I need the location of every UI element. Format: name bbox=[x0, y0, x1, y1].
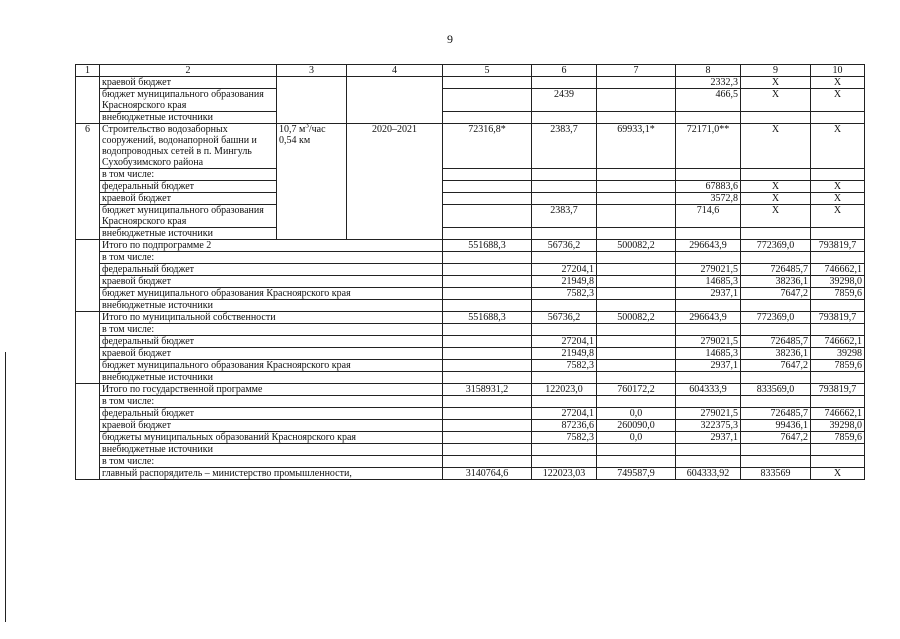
table-row bbox=[76, 252, 865, 264]
cell-col8: 2937,1 bbox=[676, 360, 741, 372]
table-row bbox=[76, 77, 865, 89]
cell-col6: 7582,3 bbox=[532, 432, 597, 444]
cell-col9: 38236,1 bbox=[741, 276, 811, 288]
cell-col6: 7582,3 bbox=[532, 288, 597, 300]
cell-col9: 726485,7 bbox=[741, 264, 811, 276]
cell-col10: 793819,7 bbox=[811, 312, 865, 324]
row-number: 6 bbox=[76, 124, 100, 240]
table-row bbox=[76, 384, 865, 396]
cell-col10: 746662,1 bbox=[811, 336, 865, 348]
cell-col9: Х bbox=[741, 181, 811, 193]
table-row bbox=[76, 228, 865, 240]
cell-col6: 56736,2 bbox=[532, 312, 597, 324]
row-number-cell bbox=[76, 77, 100, 124]
table-row bbox=[76, 468, 865, 480]
cell-col9: 833569 bbox=[741, 468, 811, 480]
cell-col8: 279021,5 bbox=[676, 408, 741, 420]
table-row bbox=[76, 324, 865, 336]
row-name: в том числе: bbox=[100, 396, 443, 408]
table-row bbox=[76, 205, 865, 228]
cell-col8: 296643,9 bbox=[676, 240, 741, 252]
cell-col9: 772369,0 bbox=[741, 240, 811, 252]
cell-col8: 2937,1 bbox=[676, 288, 741, 300]
cell-col9: 7647,2 bbox=[741, 288, 811, 300]
cell-col10: 793819,7 bbox=[811, 240, 865, 252]
cell-col9: 7647,2 bbox=[741, 432, 811, 444]
cell-col10: Х bbox=[811, 124, 865, 169]
row-name: бюджеты муниципальных образований Красноярского края bbox=[100, 432, 443, 444]
table-row bbox=[76, 336, 865, 348]
row-name: внебюджетные источники bbox=[100, 112, 277, 124]
cell-col10: 746662,1 bbox=[811, 408, 865, 420]
cell-col6: 56736,2 bbox=[532, 240, 597, 252]
column-header: 9 bbox=[741, 65, 811, 77]
table-row bbox=[76, 396, 865, 408]
cell-col5: 551688,3 bbox=[443, 312, 532, 324]
cell-col7: 500082,2 bbox=[597, 312, 676, 324]
cell-col6: 122023,03 bbox=[532, 468, 597, 480]
row-name: внебюджетные источники bbox=[100, 372, 443, 384]
cell-col7: 260090,0 bbox=[597, 420, 676, 432]
cell-col8: 72171,0** bbox=[676, 124, 741, 169]
cell-col5: 3140764,6 bbox=[443, 468, 532, 480]
cell-col7: 0,0 bbox=[597, 432, 676, 444]
cell-col8: 604333,92 bbox=[676, 468, 741, 480]
cell-col10: 39298 bbox=[811, 348, 865, 360]
cell-col9: Х bbox=[741, 77, 811, 89]
cell-col10: Х bbox=[811, 89, 865, 112]
cell-col9: 38236,1 bbox=[741, 348, 811, 360]
cell-col8: 279021,5 bbox=[676, 336, 741, 348]
table-row bbox=[76, 89, 865, 112]
table-row bbox=[76, 456, 865, 468]
cell-col6: 21949,8 bbox=[532, 348, 597, 360]
cell-col7: 69933,1* bbox=[597, 124, 676, 169]
row-name: Итого по муниципальной собственности bbox=[100, 312, 443, 324]
cell-col10: 7859,6 bbox=[811, 360, 865, 372]
row-name: внебюджетные источники bbox=[100, 300, 443, 312]
cell-col8: 279021,5 bbox=[676, 264, 741, 276]
cell-col10: Х bbox=[811, 193, 865, 205]
cell-col6: 2383,7 bbox=[532, 205, 597, 228]
row-name: краевой бюджет bbox=[100, 420, 443, 432]
table-row bbox=[76, 193, 865, 205]
cell-col8: 322375,3 bbox=[676, 420, 741, 432]
column-header: 10 bbox=[811, 65, 865, 77]
cell-col7: 760172,2 bbox=[597, 384, 676, 396]
table-row bbox=[76, 276, 865, 288]
table-row bbox=[76, 169, 865, 181]
cell-col8: 14685,3 bbox=[676, 276, 741, 288]
cell-col10: Х bbox=[811, 181, 865, 193]
row-name: внебюджетные источники bbox=[100, 444, 443, 456]
cell-col8: 2937,1 bbox=[676, 432, 741, 444]
table-row bbox=[76, 420, 865, 432]
cell-col9: 99436,1 bbox=[741, 420, 811, 432]
row-name: федеральный бюджет bbox=[100, 181, 277, 193]
cell-col10: Х bbox=[811, 77, 865, 89]
table-row bbox=[76, 264, 865, 276]
row-name: бюджет муниципального образования Красноярского края bbox=[100, 89, 277, 112]
table-row bbox=[76, 240, 865, 252]
cell-col10: 39298,0 bbox=[811, 420, 865, 432]
cell-col5: 72316,8* bbox=[443, 124, 532, 169]
row-name: в том числе: bbox=[100, 252, 443, 264]
column-header: 8 bbox=[676, 65, 741, 77]
cell-col9: Х bbox=[741, 193, 811, 205]
row-name: внебюджетные источники bbox=[100, 228, 277, 240]
row-name: Строительство водозаборных сооружений, водонапорной башни и водопроводных сетей в п. Мингуль Сухобузимского района bbox=[100, 124, 277, 169]
row-name: бюджет муниципального образования Красноярского края bbox=[100, 288, 443, 300]
cell-col6: 87236,6 bbox=[532, 420, 597, 432]
row-name: в том числе: bbox=[100, 324, 443, 336]
cell-col10: 39298,0 bbox=[811, 276, 865, 288]
cell-col6: 27204,1 bbox=[532, 264, 597, 276]
cell-col10: 7859,6 bbox=[811, 432, 865, 444]
cell-col8: 67883,6 bbox=[676, 181, 741, 193]
row-name: в том числе: bbox=[100, 169, 277, 181]
row-name: главный распорядитель – министерство промышленности, bbox=[100, 468, 443, 480]
table-row bbox=[76, 348, 865, 360]
row-name: федеральный бюджет bbox=[100, 336, 443, 348]
row-name: краевой бюджет bbox=[100, 193, 277, 205]
cell-col9: Х bbox=[741, 124, 811, 169]
column-header: 7 bbox=[597, 65, 676, 77]
row-name: Итого по подпрограмме 2 bbox=[100, 240, 443, 252]
cell-col7: 0,0 bbox=[597, 408, 676, 420]
cell-col6: 27204,1 bbox=[532, 408, 597, 420]
cell-col8: 2332,3 bbox=[676, 77, 741, 89]
page-number: 9 bbox=[447, 32, 453, 46]
row-name: федеральный бюджет bbox=[100, 408, 443, 420]
cell-col7: 749587,9 bbox=[597, 468, 676, 480]
cell-col6: 7582,3 bbox=[532, 360, 597, 372]
table-row bbox=[76, 444, 865, 456]
row-name: Итого по государственной программе bbox=[100, 384, 443, 396]
cell-col10: Х bbox=[811, 205, 865, 228]
table-row bbox=[76, 312, 865, 324]
table-row bbox=[76, 124, 865, 169]
cell-col5: 551688,3 bbox=[443, 240, 532, 252]
column-header: 4 bbox=[347, 65, 443, 77]
cell-col8: 604333,9 bbox=[676, 384, 741, 396]
table-row bbox=[76, 372, 865, 384]
cell-col10: 746662,1 bbox=[811, 264, 865, 276]
table-row bbox=[76, 432, 865, 444]
cell-col6: 2439 bbox=[532, 89, 597, 112]
cell-col9: 726485,7 bbox=[741, 336, 811, 348]
cell-col9: 726485,7 bbox=[741, 408, 811, 420]
budget-table bbox=[75, 64, 865, 480]
row-name: бюджет муниципального образования Красноярского края bbox=[100, 360, 443, 372]
column-header: 2 bbox=[100, 65, 277, 77]
cell-col6: 21949,8 bbox=[532, 276, 597, 288]
margin-line bbox=[5, 352, 6, 622]
cell-col10: 7859,6 bbox=[811, 288, 865, 300]
table-header-row bbox=[76, 65, 865, 77]
table-row bbox=[76, 112, 865, 124]
row-name: бюджет муниципального образования Красноярского края bbox=[100, 205, 277, 228]
years-cell: 2020–2021 bbox=[347, 124, 443, 240]
row-name: краевой бюджет bbox=[100, 276, 443, 288]
cell-col8: 466,5 bbox=[676, 89, 741, 112]
table-row bbox=[76, 181, 865, 193]
table-row bbox=[76, 300, 865, 312]
cell-col9: Х bbox=[741, 89, 811, 112]
row-name: федеральный бюджет bbox=[100, 264, 443, 276]
table-row bbox=[76, 288, 865, 300]
cell-col8: 3572,8 bbox=[676, 193, 741, 205]
column-header: 1 bbox=[76, 65, 100, 77]
table-row bbox=[76, 360, 865, 372]
column-header: 5 bbox=[443, 65, 532, 77]
cell-col6: 2383,7 bbox=[532, 124, 597, 169]
cell-col9: 7647,2 bbox=[741, 360, 811, 372]
cell-col10: Х bbox=[811, 468, 865, 480]
cell-col9: 833569,0 bbox=[741, 384, 811, 396]
table-row bbox=[76, 408, 865, 420]
column-header: 3 bbox=[277, 65, 347, 77]
row-name: краевой бюджет bbox=[100, 348, 443, 360]
cell-col8: 296643,9 bbox=[676, 312, 741, 324]
row-name: краевой бюджет bbox=[100, 77, 277, 89]
cell-col6: 122023,0 bbox=[532, 384, 597, 396]
cell-col7: 500082,2 bbox=[597, 240, 676, 252]
cell-col8: 14685,3 bbox=[676, 348, 741, 360]
cell-col6: 27204,1 bbox=[532, 336, 597, 348]
column-header: 6 bbox=[532, 65, 597, 77]
cell-col9: 772369,0 bbox=[741, 312, 811, 324]
cell-col8: 714,6 bbox=[676, 205, 741, 228]
capacity-cell: 10,7 $м^3$/час 0,54 км bbox=[277, 124, 347, 240]
cell-col10: 793819,7 bbox=[811, 384, 865, 396]
cell-col9: Х bbox=[741, 205, 811, 228]
row-name: в том числе: bbox=[100, 456, 443, 468]
cell-col5: 3158931,2 bbox=[443, 384, 532, 396]
